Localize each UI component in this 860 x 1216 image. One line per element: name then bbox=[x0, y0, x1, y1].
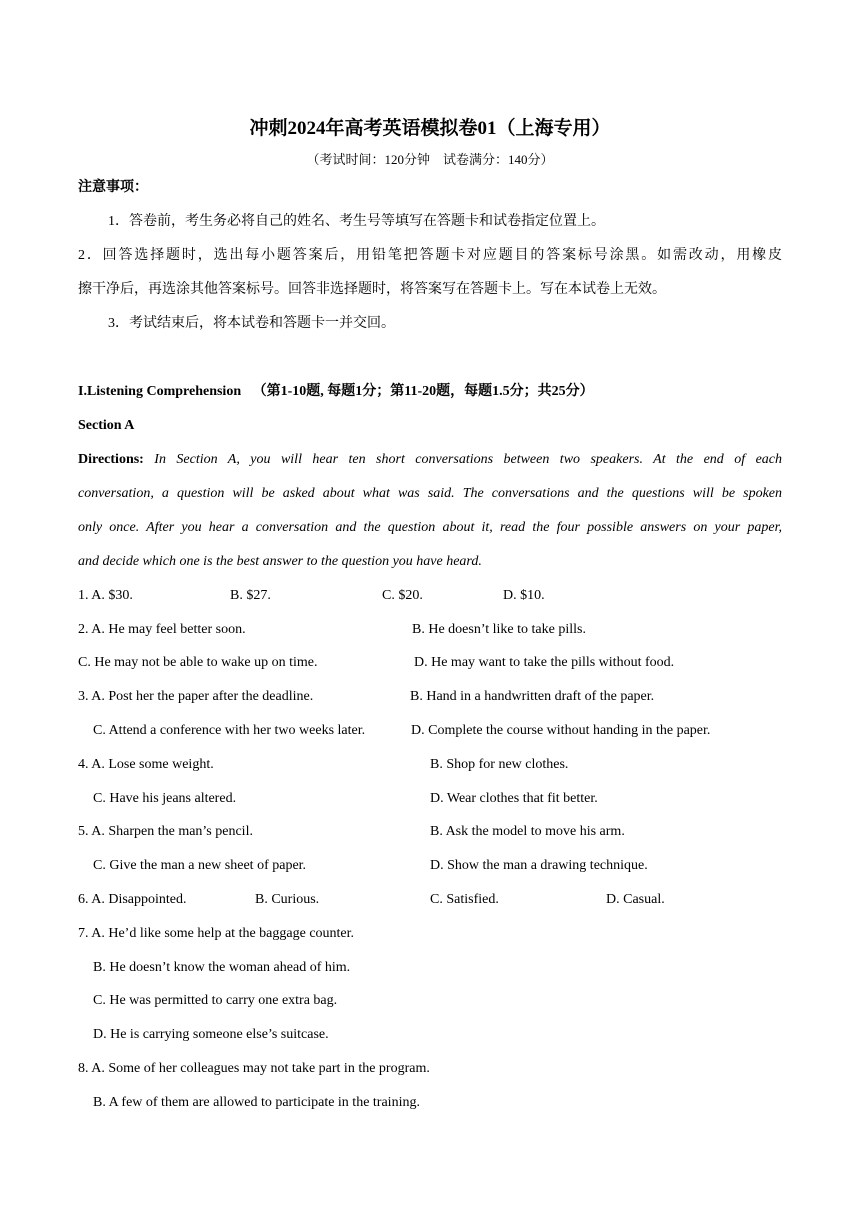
q5-option-b: B. Ask the model to move his arm. bbox=[430, 824, 625, 839]
directions-line-2: conversation, a question will be asked about what was said. The conversations and the questions will be spoken bbox=[78, 486, 782, 501]
notice-item-3: 3．考试结束后，将本试卷和答题卡一并交回。 bbox=[108, 316, 395, 331]
part-scoring: （第1-10题, 每题1分；第11-20题，每题1.5分；共25分） bbox=[252, 384, 594, 399]
q7-option-d: D. He is carrying someone else’s suitcase. bbox=[93, 1027, 329, 1042]
q5-option-a: 5. A. Sharpen the man’s pencil. bbox=[78, 824, 253, 839]
q3-option-d: D. Complete the course without handing in the paper. bbox=[411, 723, 711, 738]
q4-option-c: C. Have his jeans altered. bbox=[93, 791, 237, 806]
directions-line-3: only once. After you hear a conversation and the question about it, read the four possible answers on your paper, bbox=[78, 520, 782, 535]
q8-option-b: B. A few of them are allowed to participate in the training. bbox=[93, 1095, 420, 1110]
q4-option-b: B. Shop for new clothes. bbox=[430, 757, 569, 772]
exam-info: （考试时间：120分钟 试卷满分：140分） bbox=[306, 152, 554, 167]
section-heading: Section A bbox=[78, 418, 135, 433]
notice-item-2-line-1: 2．回答选择题时，选出每小题答案后，用铅笔把答题卡对应题目的答案标号涂黑。如需改动，用橡皮 bbox=[78, 248, 782, 263]
q7-option-c: C. He was permitted to carry one extra bag. bbox=[93, 993, 338, 1008]
notice-item-1: 1．答卷前，考生务必将自己的姓名、考生号等填写在答题卡和试卷指定位置上。 bbox=[108, 214, 605, 229]
page-title: 冲刺2024年高考英语模拟卷01（上海专用） bbox=[249, 118, 611, 139]
q1-option-a: 1. A. $30. bbox=[78, 588, 133, 603]
q1-option-b: B. $27. bbox=[230, 588, 271, 603]
directions-label: Directions: bbox=[78, 452, 144, 467]
q2-option-d: D. He may want to take the pills without food. bbox=[414, 655, 675, 670]
q7-option-b: B. He doesn’t know the woman ahead of him. bbox=[93, 960, 351, 975]
q6-option-d: D. Casual. bbox=[606, 892, 665, 907]
q3-option-c: C. Attend a conference with her two weeks later. bbox=[93, 723, 366, 738]
directions-line-1 bbox=[78, 450, 782, 470]
q7-option-a: 7. A. He’d like some help at the baggage counter. bbox=[78, 926, 355, 941]
q3-option-b: B. Hand in a handwritten draft of the paper. bbox=[410, 689, 655, 704]
directions-text-1: In Section A, you will hear ten short conversations between two speakers. At the end of each bbox=[154, 452, 782, 467]
q4-option-a: 4. A. Lose some weight. bbox=[78, 757, 214, 772]
q2-option-a: 2. A. He may feel better soon. bbox=[78, 622, 246, 637]
q3-option-a: 3. A. Post her the paper after the deadline. bbox=[78, 689, 314, 704]
q6-option-c: C. Satisfied. bbox=[430, 892, 499, 907]
q6-option-b: B. Curious. bbox=[255, 892, 320, 907]
q2-option-b: B. He doesn’t like to take pills. bbox=[412, 622, 586, 637]
q8-option-a: 8. A. Some of her colleagues may not take part in the program. bbox=[78, 1061, 430, 1076]
q6-option-a: 6. A. Disappointed. bbox=[78, 892, 187, 907]
part-heading bbox=[78, 382, 594, 402]
notice-item-2-line-2: 擦干净后，再选涂其他答案标号。回答非选择题时，将答案写在答题卡上。写在本试卷上无效。 bbox=[78, 282, 666, 297]
notice-heading: 注意事项： bbox=[78, 180, 148, 195]
q1-option-c: C. $20. bbox=[382, 588, 423, 603]
q5-option-c: C. Give the man a new sheet of paper. bbox=[93, 858, 307, 873]
part-title: I.Listening Comprehension bbox=[78, 384, 242, 399]
q5-option-d: D. Show the man a drawing technique. bbox=[430, 858, 648, 873]
q1-option-d: D. $10. bbox=[503, 588, 545, 603]
q2-option-c: C. He may not be able to wake up on time. bbox=[78, 655, 318, 670]
directions-line-4: and decide which one is the best answer to the question you have heard. bbox=[78, 554, 482, 569]
q4-option-d: D. Wear clothes that fit better. bbox=[430, 791, 598, 806]
